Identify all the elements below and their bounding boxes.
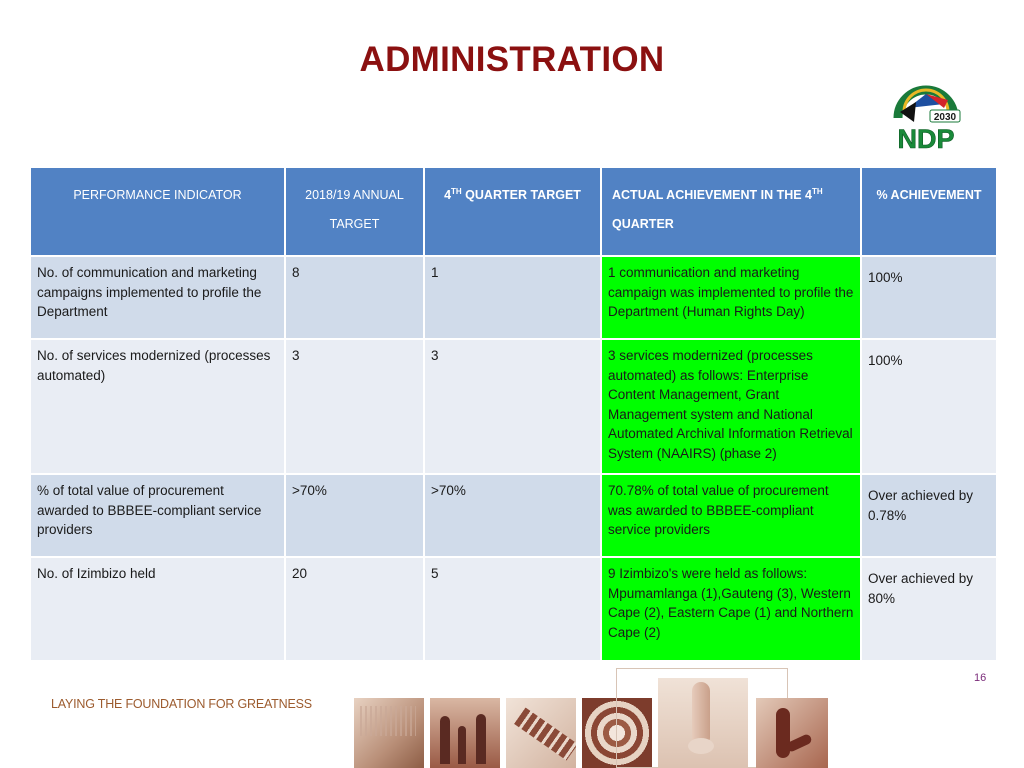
header-actual-achievement: ACTUAL ACHIEVEMENT IN THE 4TH QUARTER [601, 167, 861, 256]
cell-actual-achievement: 9 Izimbizo's were held as follows: Mpumamlanga (1),Gauteng (3), Western Cape (2), Eastern Cape (1) and Northern Cape (2) [601, 557, 861, 661]
page-number: 16 [974, 672, 987, 684]
braille-photo [354, 698, 424, 768]
cell-quarter-target: 1 [424, 256, 601, 339]
header-performance-indicator: PERFORMANCE INDICATOR [30, 167, 285, 256]
header-annual-target: 2018/19 ANNUAL TARGET [285, 167, 424, 256]
cell-quarter-target: >70% [424, 474, 601, 557]
cell-annual-target: 20 [285, 557, 424, 661]
ballet-photo [658, 678, 748, 768]
cell-indicator: No. of Izimbizo held [30, 557, 285, 661]
ndp-logo [886, 82, 966, 154]
cell-actual-achievement: 3 services modernized (processes automated) as follows: Enterprise Content Management, Grant Management system and National Automated Archival Information Retrieval System (NAAIRS) (phase 2) [601, 339, 861, 474]
cell-actual-achievement: 1 communication and marketing campaign was implemented to profile the Department (Human Rights Day) [601, 256, 861, 339]
cell-quarter-target: 3 [424, 339, 601, 474]
header-percent-achievement: % ACHIEVEMENT [861, 167, 997, 256]
cell-percent-achievement: 100% [861, 339, 997, 474]
cell-annual-target: 3 [285, 339, 424, 474]
table-row [30, 557, 997, 661]
logo-year: 2030 [933, 112, 957, 123]
table-row [30, 339, 997, 474]
table-header-row [30, 167, 997, 256]
film-reel-photo [506, 698, 576, 768]
cell-indicator: No. of communication and marketing campaigns implemented to profile the Department [30, 256, 285, 339]
logo-text: NDP [897, 124, 955, 154]
table-row [30, 256, 997, 339]
cell-percent-achievement: Over achieved by 0.78% [861, 474, 997, 557]
table-row [30, 474, 997, 557]
performance-table [29, 166, 998, 662]
footer-tagline: LAYING THE FOUNDATION FOR GREATNESS [51, 697, 312, 711]
header-quarter-target: 4TH QUARTER TARGET [424, 167, 601, 256]
cell-percent-achievement: 100% [861, 256, 997, 339]
cell-percent-achievement: Over achieved by 80% [861, 557, 997, 661]
cell-quarter-target: 5 [424, 557, 601, 661]
saxophone-photo [756, 698, 828, 768]
family-photo [430, 698, 500, 768]
ndp-2030-logo-icon [886, 82, 966, 154]
cell-actual-achievement: 70.78% of total value of procurement was awarded to BBBEE-compliant service providers [601, 474, 861, 557]
cell-annual-target: 8 [285, 256, 424, 339]
cell-indicator: % of total value of procurement awarded to BBBEE-compliant service providers [30, 474, 285, 557]
cell-annual-target: >70% [285, 474, 424, 557]
footer-photo-strip [354, 668, 828, 768]
page-title: ADMINISTRATION [359, 40, 665, 79]
cell-indicator: No. of services modernized (processes automated) [30, 339, 285, 474]
